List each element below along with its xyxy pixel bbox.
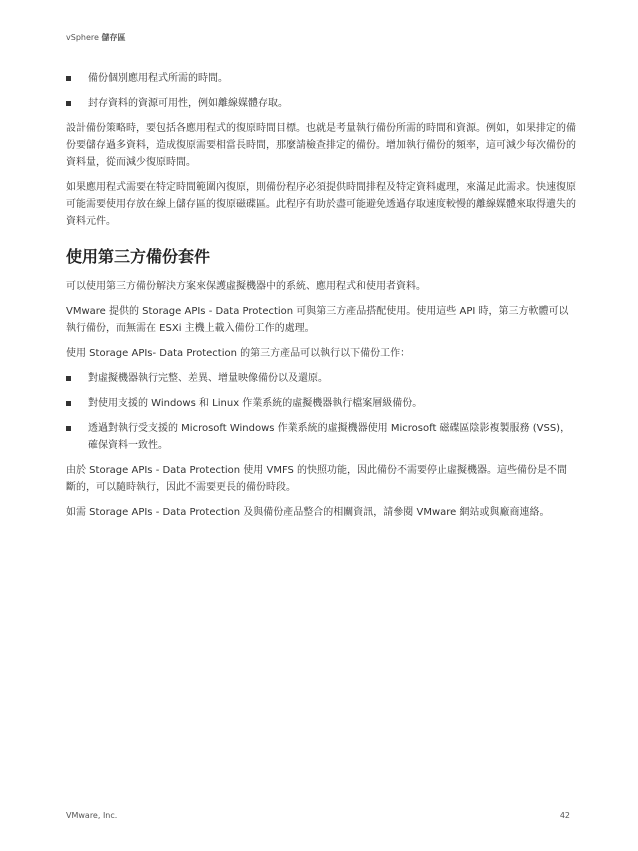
header-section: 儲存區 <box>101 33 126 42</box>
list-item <box>66 95 576 112</box>
paragraph: 如果應用程式需要在特定時間範圍內復原，則備份程序必須提供時間排程及特定資料處理，來滿足此需求。快速復原可能需要使用存放在線上儲存區的復原磁碟區。此程序有助於盡可能避免透過存取速度較慢的離線媒體來取得遺失的資料元件。 <box>66 182 576 227</box>
header-product: vSphere <box>66 33 99 42</box>
paragraph: VMware 提供的 Storage APIs - Data Protection 可與第三方產品搭配使用。使用這些 API 時，第三方軟體可以執行備份，而無需在 ESXi 主機上載入備份工作的處理。 <box>66 306 569 334</box>
list-item-text: 對虛擬機器執行完整、差異、增量映像備份以及還原。 <box>88 373 328 384</box>
list-item-text: 透過對執行受支援的 Microsoft Windows 作業系統的虛擬機器使用 Microsoft 磁碟區陰影複製服務 (VSS)，確保資料一致性。 <box>88 423 571 451</box>
page-number: 42 <box>559 811 570 820</box>
running-header <box>66 32 125 43</box>
section-heading: 使用第三方備份套件 <box>66 247 211 266</box>
list-item-text: 對使用支援的 Windows 和 Linux 作業系統的虛擬機器執行檔案層級備份。 <box>88 398 423 409</box>
list-item-text: 備份個別應用程式所需的時間。 <box>88 73 228 84</box>
bullet-square-icon <box>66 76 71 81</box>
list-item <box>66 395 576 412</box>
bullet-square-icon <box>66 376 71 381</box>
paragraph: 由於 Storage APIs - Data Protection 使用 VMFS 的快照功能，因此備份不需要停止虛擬機器。這些備份是不間斷的，可以隨時執行，因此不需要更長的備份時段。 <box>66 465 568 493</box>
paragraph: 可以使用第三方備份解決方案來保護虛擬機器中的系統、應用程式和使用者資料。 <box>66 281 426 292</box>
paragraph: 設計備份策略時，要包括各應用程式的復原時間目標。也就是考量執行備份所需的時間和資源。例如，如果排定的備份要儲存過多資料，造成復原需要相當長時間，那麼請檢查排定的備份。增加執行備份的頻率，這可減少每次備份的資料量，從而減少復原時間。 <box>66 123 576 168</box>
bullet-square-icon <box>66 426 71 431</box>
list-item <box>66 70 576 87</box>
page-content <box>66 70 576 529</box>
list-item <box>66 370 576 387</box>
list-item-text: 封存資料的資源可用性，例如離線媒體存取。 <box>88 98 288 109</box>
footer-company: VMware, Inc. <box>66 811 118 820</box>
bullet-square-icon <box>66 101 71 106</box>
list-item <box>66 420 576 454</box>
bullet-square-icon <box>66 401 71 406</box>
paragraph: 使用 Storage APIs- Data Protection 的第三方產品可以執行以下備份工作： <box>66 348 411 359</box>
paragraph: 如需 Storage APIs - Data Protection 及與備份產品整合的相關資訊，請參閱 VMware 網站或與廠商連絡。 <box>66 507 550 518</box>
